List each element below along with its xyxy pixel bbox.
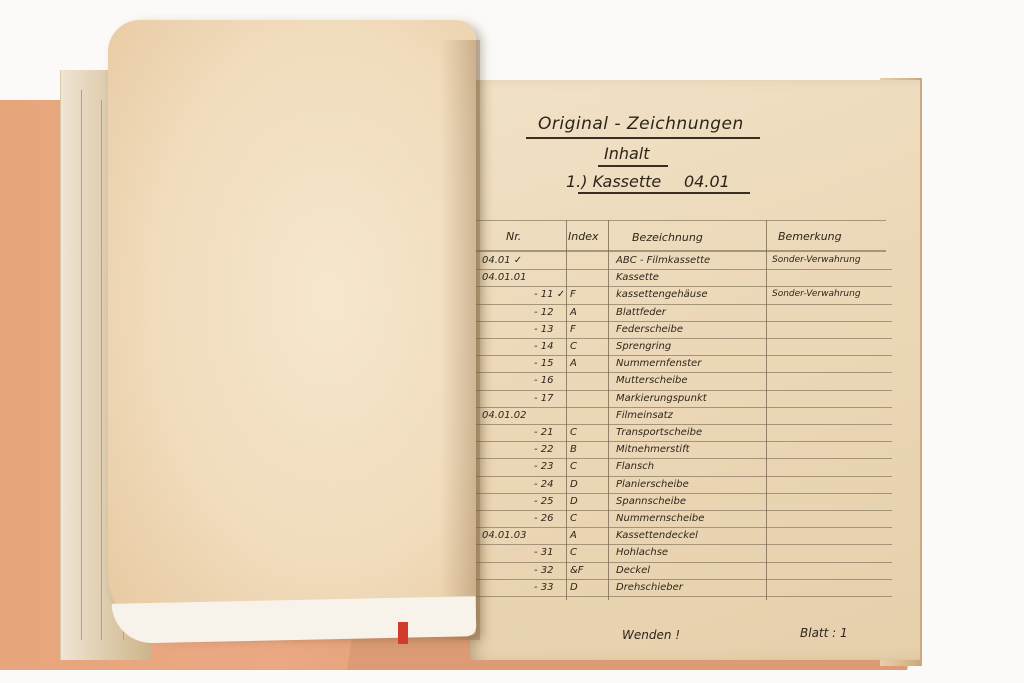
cell-nr: 04.01.02 bbox=[482, 409, 527, 421]
cell-index: C bbox=[570, 427, 577, 438]
cell-bezeichnung: Nummernscheibe bbox=[616, 513, 705, 524]
section-name: Kassette bbox=[592, 172, 662, 191]
stack-edge-line bbox=[81, 90, 82, 640]
table-row bbox=[476, 410, 886, 427]
cell-bezeichnung: Markierungspunkt bbox=[616, 392, 707, 404]
cell-index: C bbox=[570, 547, 577, 559]
cell-nr: - 31 bbox=[534, 547, 554, 559]
subtitle-underline bbox=[598, 165, 668, 167]
cell-bezeichnung: Kassettendeckel bbox=[616, 530, 698, 542]
table-row bbox=[476, 289, 886, 306]
cell-nr: - 15 bbox=[534, 358, 554, 370]
cell-bezeichnung: Filmeinsatz bbox=[616, 409, 673, 421]
table-header-rule bbox=[476, 250, 886, 252]
cell-bezeichnung: Blattfeder bbox=[616, 306, 666, 318]
section-heading bbox=[566, 172, 730, 191]
cell-nr: 04.01 ✓ bbox=[482, 255, 523, 266]
cell-bezeichnung: Flansch bbox=[616, 461, 655, 473]
table-row bbox=[476, 582, 886, 599]
sheet-subtitle: Inhalt bbox=[604, 144, 650, 163]
stack-edge-line bbox=[101, 100, 102, 640]
table-row bbox=[476, 444, 886, 461]
cell-index: A bbox=[570, 530, 577, 542]
cell-bezeichnung: Mitnehmerstift bbox=[616, 444, 690, 456]
cell-bezeichnung: Planierscheibe bbox=[616, 478, 689, 490]
cell-nr: - 23 bbox=[534, 461, 554, 473]
cell-index: A bbox=[570, 358, 577, 370]
cell-bezeichnung: Deckel bbox=[616, 564, 651, 576]
table-row bbox=[476, 393, 886, 410]
cell-bezeichnung: Sprengring bbox=[616, 341, 672, 352]
cell-nr: - 17 bbox=[534, 392, 554, 404]
cell-nr: - 25 bbox=[534, 495, 554, 507]
table-row bbox=[476, 272, 886, 289]
section-number: 04.01 bbox=[684, 172, 730, 191]
cell-nr: - 11 ✓ bbox=[534, 289, 566, 301]
cell-nr: - 14 bbox=[534, 341, 554, 352]
cell-bemerkung: Sonder-Verwahrung bbox=[772, 289, 861, 300]
cell-nr: - 16 bbox=[534, 375, 554, 387]
cell-nr: - 26 bbox=[534, 513, 554, 524]
cell-bezeichnung: Drehschieber bbox=[616, 581, 683, 593]
cell-index: C bbox=[570, 341, 577, 352]
cell-index: B bbox=[570, 444, 577, 456]
cell-bezeichnung: Hohlachse bbox=[616, 547, 669, 559]
cell-index: F bbox=[570, 289, 576, 301]
cell-nr: - 33 bbox=[534, 581, 554, 593]
table-row bbox=[476, 255, 886, 272]
section-prefix: 1.) bbox=[566, 172, 588, 191]
cell-index: F bbox=[570, 323, 576, 335]
table-row bbox=[476, 479, 886, 496]
cell-index: D bbox=[570, 581, 578, 593]
table-row bbox=[476, 565, 886, 582]
cell-nr: 04.01.03 bbox=[482, 530, 527, 542]
table-row bbox=[476, 375, 886, 392]
cell-nr: - 22 bbox=[534, 444, 554, 456]
cell-bezeichnung: kassettengehäuse bbox=[616, 289, 708, 301]
cell-nr: - 12 bbox=[534, 306, 554, 318]
cell-index: D bbox=[570, 495, 578, 507]
table-row bbox=[476, 307, 886, 324]
table-top-rule bbox=[476, 220, 886, 221]
header-bemerkung: Bemerkung bbox=[778, 230, 842, 243]
table-row bbox=[476, 513, 886, 530]
cell-bezeichnung: Mutterscheibe bbox=[616, 375, 688, 387]
table-row bbox=[476, 547, 886, 564]
cell-index: A bbox=[570, 306, 577, 318]
cell-bezeichnung: Federscheibe bbox=[616, 323, 683, 335]
cell-nr: 04.01.01 bbox=[482, 272, 527, 284]
footer-turn-note: Wenden ! bbox=[622, 628, 681, 642]
cell-nr: - 24 bbox=[534, 478, 554, 490]
cell-index: C bbox=[570, 513, 577, 524]
header-index: Index bbox=[568, 230, 599, 243]
header-bezeichnung: Bezeichnung bbox=[632, 231, 703, 244]
cell-bezeichnung: Kassette bbox=[616, 272, 659, 284]
page-gutter-shadow bbox=[440, 40, 480, 640]
cell-bemerkung: Sonder-Verwahrung bbox=[772, 255, 861, 265]
cell-nr: - 13 bbox=[534, 323, 554, 335]
section-underline bbox=[578, 192, 750, 194]
cell-bezeichnung: Spannscheibe bbox=[616, 495, 686, 507]
curled-left-page bbox=[108, 20, 476, 635]
table-row bbox=[476, 341, 886, 358]
table-row bbox=[476, 324, 886, 341]
left-page-underside bbox=[112, 596, 477, 644]
cell-bezeichnung: ABC - Filmkassette bbox=[616, 255, 711, 266]
table-row bbox=[476, 496, 886, 513]
cell-nr: - 21 bbox=[534, 427, 554, 438]
table-row bbox=[476, 358, 886, 375]
sheet-title: Original - Zeichnungen bbox=[538, 114, 744, 134]
header-nr: Nr. bbox=[506, 230, 522, 243]
title-underline bbox=[526, 137, 760, 139]
cell-index: D bbox=[570, 478, 578, 490]
table-row bbox=[476, 530, 886, 547]
cell-bezeichnung: Nummernfenster bbox=[616, 358, 702, 370]
cell-bezeichnung: Transportscheibe bbox=[616, 427, 703, 438]
cell-index: C bbox=[570, 461, 577, 473]
cell-index: &F bbox=[570, 564, 584, 576]
footer-sheet-number: Blatt : 1 bbox=[800, 626, 848, 640]
cell-nr: - 32 bbox=[534, 564, 554, 576]
table-row bbox=[476, 427, 886, 444]
table-row bbox=[476, 461, 886, 478]
red-bookmark bbox=[398, 622, 408, 644]
